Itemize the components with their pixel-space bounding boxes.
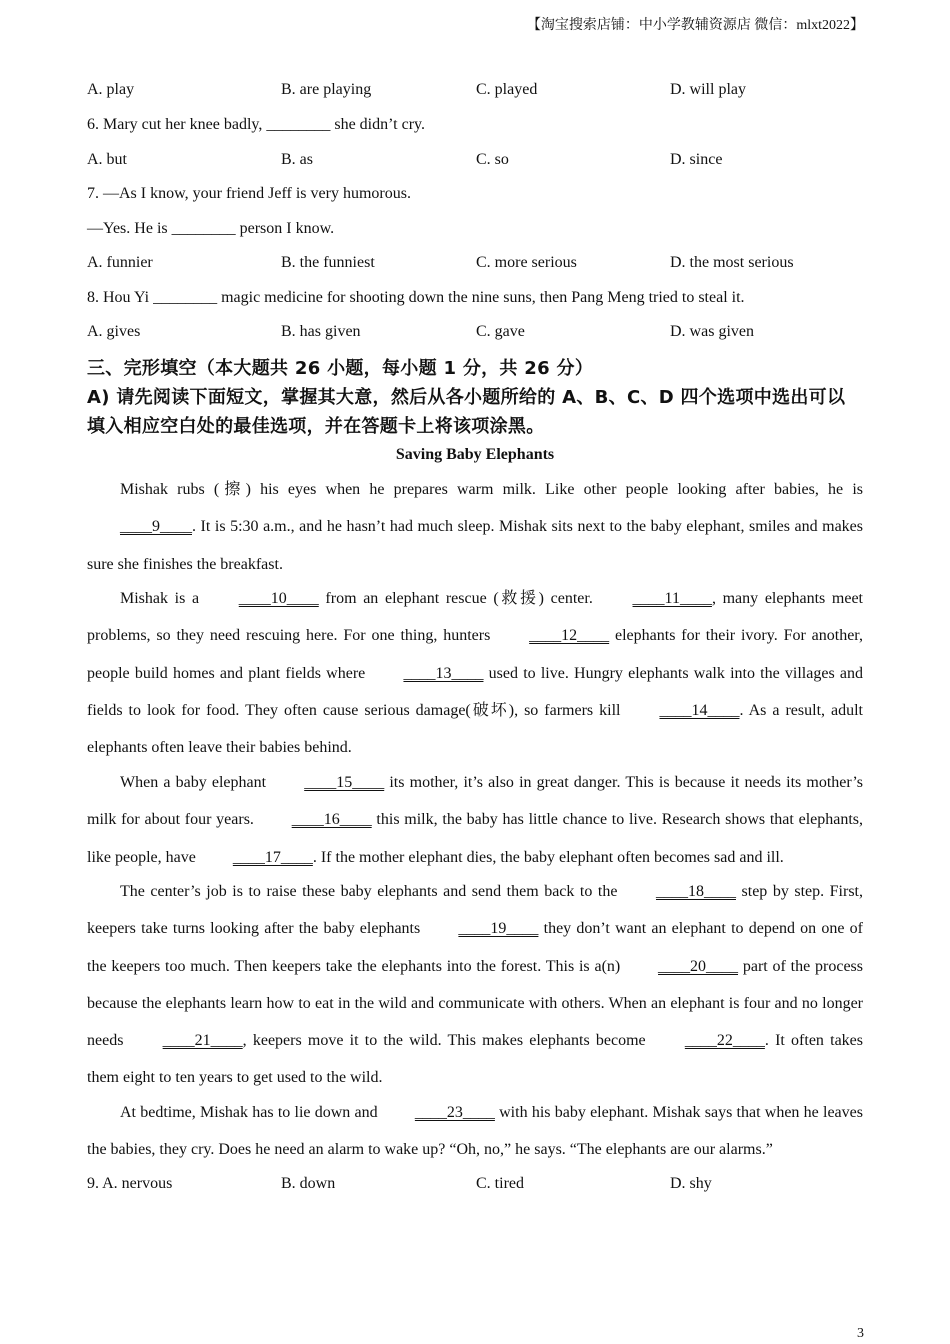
q9-option-d: D. shy (670, 1175, 712, 1192)
q8-option-b: B. has given (281, 323, 361, 340)
q8-options (87, 321, 863, 343)
q5-option-a: A. play (87, 81, 135, 98)
text-run: , keepers move it to the wild. This makes elephants become (242, 1032, 652, 1050)
text-run: When a baby elephant (120, 774, 272, 791)
q6-option-d: D. since (670, 151, 723, 168)
q9-option-a: 9. A. nervous (87, 1175, 173, 1192)
q5-option-b: B. are playing (281, 81, 372, 98)
text-run: . It is 5:30 a.m., and he hasn’t had much sleep. Mishak sits next to the baby elephant, smiles and makes sure she finishes the breakfast. (87, 518, 863, 573)
q5-options (87, 79, 863, 101)
blank-20: ____20____ (658, 957, 739, 975)
q8-stem: 8. Hou Yi ________ magic medicine for shooting down the nine suns, then Pang Meng tried to steal it. (87, 289, 745, 306)
q7-option-b: B. the funniest (281, 254, 375, 271)
text-run: step by step. First, keepers take turns looking after the baby elephants (87, 883, 864, 938)
q7-option-c: C. more serious (476, 254, 577, 271)
page-number: 3 (857, 1326, 864, 1341)
q7-options (87, 252, 863, 274)
text-run: Mishak is a (120, 590, 206, 607)
text-run: , many elephants meet problems, so they need rescuing here. For one thing, hunters (87, 590, 863, 645)
blank-9: ____9____ (120, 518, 192, 536)
q5-option-c: C. played (476, 81, 538, 98)
text-run: . It often takes them eight to ten years to get used to the wild. (87, 1032, 864, 1087)
blank-17: ____17____ (232, 848, 313, 866)
blank-11: ____11____ (632, 590, 712, 607)
text-run: from an elephant rescue (救援) center. (318, 590, 600, 607)
q8-option-d: D. was given (670, 323, 754, 340)
passage-paragraph-2 (87, 580, 863, 766)
q5-option-d: D. will play (670, 81, 746, 98)
q6-option-a: A. but (87, 151, 127, 168)
q7-stem-line2: —Yes. He is ________ person I know. (87, 220, 335, 237)
text-run: Mishak rubs (擦) his eyes when he prepares warm milk. Like other people looking after babies, he is (120, 481, 863, 498)
q9-option-b: B. down (281, 1175, 336, 1192)
text-run: they don’t want an elephant to depend on one of the keepers too much. Then keepers take the elephants into the forest. This is a(n) (87, 920, 863, 975)
blank-23: ____23____ (414, 1104, 495, 1121)
blank-13: ____13____ (403, 664, 484, 682)
text-run: this milk, the baby has little chance to live. Research shows that elephants, like people, have (87, 811, 864, 866)
text-run: At bedtime, Mishak has to lie down and (120, 1104, 382, 1121)
q8-option-c: C. gave (476, 323, 525, 340)
passage-paragraph-4 (87, 873, 863, 1097)
blank-14: ____14____ (659, 701, 740, 719)
text-run: elephants for their ivory. For another, people build homes and plant fields where (87, 627, 863, 682)
q6-options (87, 149, 863, 171)
q8-option-a: A. gives (87, 323, 141, 340)
q7-option-a: A. funnier (87, 254, 153, 271)
blank-18: ____18____ (655, 883, 736, 900)
q7-option-d: D. the most serious (670, 254, 794, 271)
text-run: . As a result, adult elephants often leave their babies behind. (87, 701, 863, 757)
section-instruction-line1: A) 请先阅读下面短文，掌握其大意，然后从各小题所给的 A、B、C、D 四个选项中选出可以 (87, 387, 846, 408)
text-run: with his baby elephant. Mishak says that when he leaves the babies, they cry. Does he need an alarm to wake up? “Oh, no,” he says. “The elephants are our alarms.” (87, 1104, 863, 1159)
blank-22: ____22____ (684, 1032, 765, 1050)
page-header: 【淘宝搜索店铺：中小学教辅资源店 微信：mlxt2022】 (526, 18, 864, 33)
q9-options (87, 1173, 863, 1195)
blank-21: ____21____ (162, 1032, 243, 1050)
passage-paragraph-5 (87, 1094, 863, 1169)
section-instruction-line2: 填入相应空白处的最佳选项，并在答题卡上将该项涂黑。 (87, 416, 545, 437)
text-run: . If the mother elephant dies, the baby elephant often becomes sad and ill. (312, 848, 784, 866)
blank-12: ____12____ (529, 627, 610, 645)
blank-19: ____19____ (458, 920, 539, 938)
section-heading: 三、完形填空（本大题共 26 小题，每小题 1 分，共 26 分） (87, 358, 594, 379)
blank-10: ____10____ (238, 590, 319, 607)
passage-paragraph-1 (87, 471, 863, 583)
q7-stem-line1: 7. —As I know, your friend Jeff is very humorous. (87, 185, 411, 202)
blank-16: ____16____ (291, 811, 372, 829)
q6-option-c: C. so (476, 151, 509, 168)
passage-paragraph-3 (87, 764, 863, 876)
text-run: The center’s job is to raise these baby elephants and send them back to the (120, 883, 623, 900)
text-run: its mother, it’s also in great danger. This is because it needs its mother’s milk for about four years. (87, 774, 863, 829)
text-run: part of the process because the elephants learn how to eat in the wild and communicate with others. When an elephant is four and no longer needs (87, 957, 863, 1050)
text-run: used to live. Hungry elephants walk into the villages and fields to look for food. They often cause serious damage(破坏), so farmers kill (87, 664, 863, 719)
passage-title: Saving Baby Elephants (395, 446, 555, 463)
q6-stem: 6. Mary cut her knee badly, ________ she didn’t cry. (87, 116, 425, 133)
q6-option-b: B. as (281, 151, 313, 168)
blank-15: ____15____ (304, 774, 385, 791)
q9-option-c: C. tired (476, 1175, 524, 1192)
